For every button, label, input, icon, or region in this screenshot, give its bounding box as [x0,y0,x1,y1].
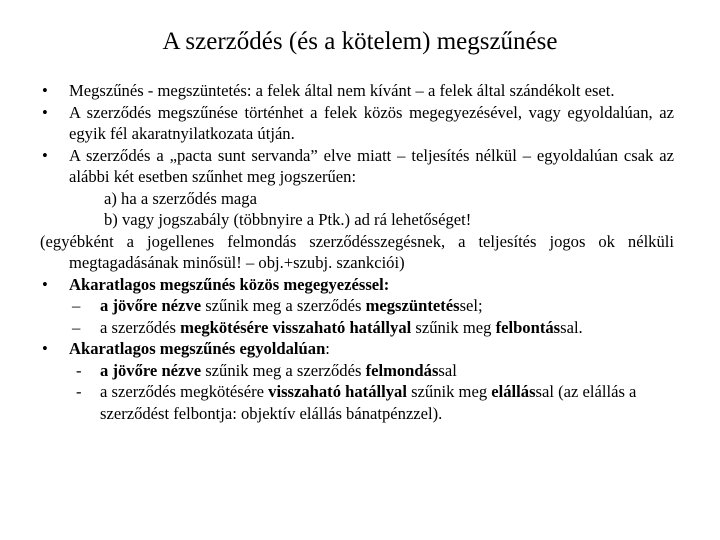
bullet-4-dash-2 [40,317,674,339]
bullet-2-text: A szerződés megszűnése történhet a felek közös megegyezésével, vagy egyoldalúan, az egyik fél akaratnyilatkozata útján. [69,102,674,143]
text-bold: felmondás [365,360,439,380]
text: szűnik meg a szerződés [201,360,366,380]
slide-body [40,80,674,424]
bullet-4 [40,274,674,296]
text: a szerződés [100,317,181,337]
text-bold: a jövőre nézve [100,296,202,315]
dash-mark: - [76,360,82,380]
bullet-mark: • [42,274,48,294]
text-bold: elállás [491,382,536,401]
dash-mark: - [76,382,82,401]
text-bold: visszaható hatállyal [268,382,407,401]
bullet-3-option-b: b) vagy jogszabály (többnyire a Ptk.) ad rá lehetőséget! [104,210,472,229]
text: a szerződés megkötésére [100,382,269,401]
text-bold: megkötésére visszaható hatállyal [180,317,412,337]
text: sal. [560,317,583,337]
bullet-4-dash-1 [40,295,674,317]
bullet-mark: • [42,339,48,358]
bullet-3 [40,145,674,188]
bullet-2 [40,102,674,145]
slide-title: A szerződés (és a kötelem) megszűnése [162,28,558,55]
bullet-mark: • [42,81,48,100]
bullet-5-dash-1 [40,360,674,382]
text: szűnik meg [406,382,492,401]
dash-mark: – [72,317,81,337]
text-bold: megszüntetés [365,296,460,315]
parenthetical-note: (egyébként a jogellenes felmondás szerződésszegésnek, a teljesítés jogos ok nélküli megtagadásának minősül! – obj.+szubj. szankciói) [40,231,674,272]
text: : [325,339,330,358]
text-bold: felbontás [495,317,561,337]
bullet-5-text: Akaratlagos megszűnés egyoldalúan [69,339,326,358]
bullet-4-text: Akaratlagos megszűnés közös megegyezéssel: [69,274,390,294]
text: szűnik meg [411,317,496,337]
text-bold: a jövőre nézve [100,360,202,380]
bullet-mark: • [42,145,48,165]
dash-mark: – [72,296,81,315]
bullet-3-text: A szerződés a „pacta sunt servanda” elve miatt – teljesítés nélkül – egyoldalúan csak az alábbi két esetben szűnhet meg jogszerűen: [69,145,674,186]
bullet-1-text: Megszűnés - megszüntetés: a felek által nem kívánt – a felek által szándékolt eset. [69,81,615,100]
text: szűnik meg a szerződés [201,296,366,315]
text: sal [438,360,457,380]
bullet-1 [40,80,674,102]
bullet-5-dash-2 [40,381,674,424]
bullet-5 [40,338,674,360]
text: sal (az elállás a szerződést felbontja: objektív elállás bánatpénzzel). [100,382,637,423]
bullet-3-option-a: a) ha a szerződés maga [104,188,257,208]
bullet-mark: • [42,102,48,122]
text: sel; [459,296,483,315]
